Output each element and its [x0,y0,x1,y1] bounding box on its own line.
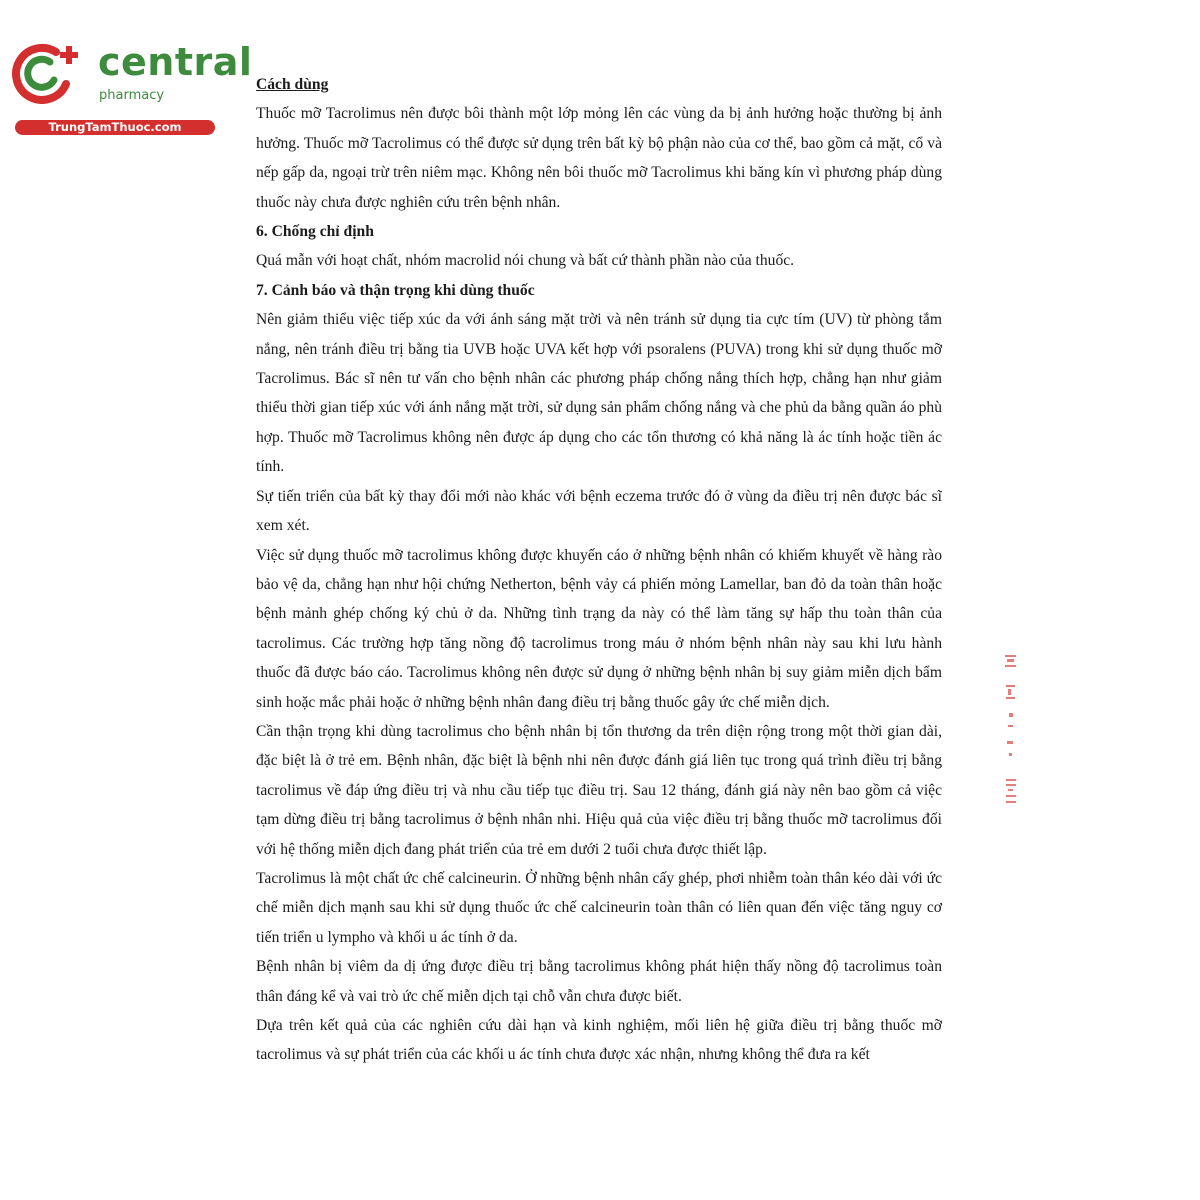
red-stamp-mark [1003,655,1019,815]
section-heading: 6. Chống chỉ định [256,223,374,241]
logo-website-badge[interactable]: TrungTamThuoc.com [15,120,215,135]
body-paragraph: Thuốc mỡ Tacrolimus nên được bôi thành một lớp mỏng lên các vùng da bị ảnh hưởng hoặc thường bị ảnh hưởng. Thuốc mỡ Tacrolimus có thể được sử dụng trên bất kỳ bộ phận nào của cơ thể, bao gồm cả mặt, cổ và nếp gấp da, ngoại trừ trên niêm mạc. Không nên bôi thuốc mỡ Tacrolimus khi băng kín vì phương pháp dùng thuốc này chưa được nghiên cứu trên bệnh nhân. [256,105,942,211]
body-paragraph: Dựa trên kết quả của các nghiên cứu dài hạn và kinh nghiệm, mối liên hệ giữa điều trị bằng thuốc mỡ tacrolimus và sự phát triển của các khối u ác tính chưa được xác nhận, nhưng không thể đưa ra kết [256,1017,942,1064]
document-body [256,70,942,1070]
body-paragraph: Bệnh nhân bị viêm da dị ứng được điều trị bằng tacrolimus không phát hiện thấy nồng độ tacrolimus toàn thân đáng kể và vai trò ức chế miễn dịch tại chỗ vẫn chưa được biết. [256,958,942,1005]
pharmacy-logo-icon [10,38,90,104]
body-paragraph: Tacrolimus là một chất ức chế calcineurin. Ở những bệnh nhân cấy ghép, phơi nhiễm toàn thân kéo dài với ức chế miễn dịch mạnh sau khi sử dụng thuốc ức chế calcineurin toàn thân có liên quan đến việc tăng nguy cơ tiến triển u lympho và khối u ác tính ở da. [256,869,942,946]
section-heading: 7. Cảnh báo và thận trọng khi dùng thuốc [256,281,535,299]
body-paragraph: Cần thận trọng khi dùng tacrolimus cho bệnh nhân bị tổn thương da trên diện rộng trong một thời gian dài, đặc biệt là ở trẻ em. Bệnh nhân, đặc biệt là bệnh nhi nên được đánh giá liên tục trong quá trình điều trị bằng tacrolimus về đáp ứng điều trị và nhu cầu tiếp tục điều trị. Sau 12 tháng, đánh giá này nên bao gồm cả việc tạm dừng điều trị bằng tacrolimus ở bệnh nhân nhi. Hiệu quả của việc điều trị bằng thuốc mỡ tacrolimus đối với hệ thống miễn dịch đang phát triển của trẻ em dưới 2 tuổi chưa được thiết lập. [256,722,942,858]
section-heading: Cách dùng [256,76,329,93]
central-pharmacy-logo[interactable] [10,38,253,136]
body-paragraph: Sự tiến triển của bất kỳ thay đổi mới nào khác với bệnh eczema trước đó ở vùng da điều trị nên được bác sĩ xem xét. [256,487,942,535]
logo-wordmark: central [98,40,253,84]
body-paragraph: Nên giảm thiểu việc tiếp xúc da với ánh sáng mặt trời và nên tránh sử dụng tia cực tím (UV) từ phòng tắm nắng, nên tránh điều trị bằng tia UVB hoặc UVA kết hợp với psoralens (PUVA) trong khi sử dụng thuốc mỡ Tacrolimus. Bác sĩ nên tư vấn cho bệnh nhân các phương pháp chống nắng thích hợp, chẳng hạn như giảm thiểu thời gian tiếp xúc với ánh nắng mặt trời, sử dụng sản phẩm chống nắng và che phủ da bằng quần áo phù hợp. Thuốc mỡ Tacrolimus không nên được áp dụng cho các tổn thương có khả năng là ác tính hoặc tiền ác tính. [256,311,942,476]
body-paragraph: Quá mẫn với hoạt chất, nhóm macrolid nói chung và bất cứ thành phần nào của thuốc. [256,252,795,270]
logo-subtitle: pharmacy [99,88,165,103]
body-paragraph: Việc sử dụng thuốc mỡ tacrolimus không được khuyến cáo ở những bệnh nhân có khiếm khuyết về hàng rào bảo vệ da, chẳng hạn như hội chứng Netherton, bệnh vảy cá phiến mỏng Lamellar, ban đỏ da toàn thân hoặc bệnh mảnh ghép chống ký chủ ở da. Những tình trạng da này có thể làm tăng sự hấp thu toàn thân của tacrolimus. Các trường hợp tăng nồng độ tacrolimus trong máu ở nhóm bệnh nhân này sau khi lưu hành thuốc đã được báo cáo. Tacrolimus không nên được sử dụng ở những bệnh nhân bị suy giảm miễn dịch bẩm sinh hoặc mắc phải hoặc ở những bệnh nhân đang điều trị bằng thuốc gây ức chế miễn dịch. [256,546,942,711]
